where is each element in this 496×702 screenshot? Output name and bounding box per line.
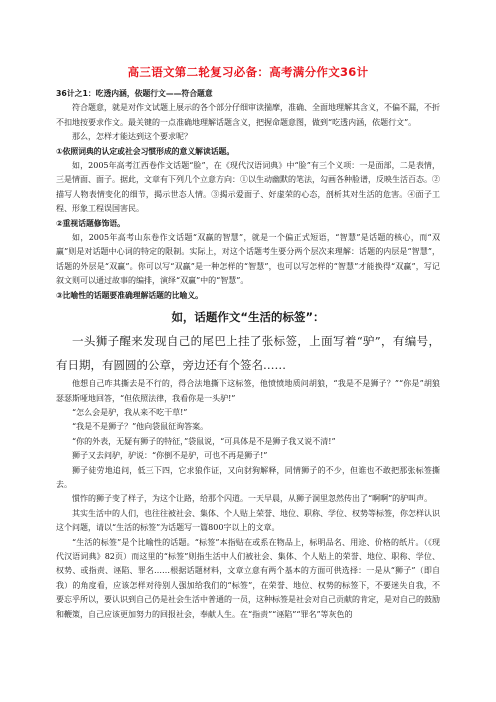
story-paragraph: 狮子又去问驴，驴说：“你倒不是驴，可也不再是狮子!” — [72, 451, 268, 461]
question-paragraph: 那么，怎样才能达到这个要求呢？ — [72, 132, 192, 142]
story-lead: 一头狮子醒来发现自己的尾巴上挂了张标签，上面写着“驴”，有编号，有日期，有圆圆的公章，旁边还有个签名…… — [56, 334, 440, 372]
story-paragraph: 其实生活中的人们，也往往被社会、集体、个人贴上荣誉、地位、职称、学位、权势等标签，你怎样认识这个问题，请以“生活的标签”为话题写一篇800字以上的文章。 — [56, 508, 440, 533]
story-paragraph: “你的外表，无疑有狮子的特征，”袋鼠说，“可具体是不是狮子我又说不清!” — [72, 436, 336, 446]
topic-title: 如，话题作文“生活的标签”： — [171, 310, 325, 325]
method-3-title: ③比喻性的话题要准确理解话题的比喻义。 — [56, 290, 203, 300]
analysis-paragraph: “生活的标签”是个比喻性的话题。“标签”本指贴在或系在物品上，标明品名、用途、价格的纸片。（《现代汉语词典》82页）而这里的“标签”则指生活中人们被社会、集体、个人贴上的荣誉、地位、职称、学位、权势、或指责、诬陷、罪名……根据话题材料，文章立意有两个基本的方面可供选择：一是从“狮子”（即自我）的角度看，应该怎样对待别人强加给我们的“标签”，在荣誉、地位、权势的标签下，不要迷失自我，不要忘乎所以，要认识到自己仍是社会生活中普通的一员，这种标签是社会对自己贡献的肯定，是对自己的鼓励和鞭策，自己应该更加努力的回报社会，奉献人生。在“指责”“诬陷”“罪名”等灰色的 — [56, 537, 440, 619]
story-paragraph: “我是不是狮子？”他向袋鼠征询答案。 — [72, 422, 209, 432]
method-2-title: ②重视话题修饰语。 — [56, 218, 125, 228]
method-1-title: ①依照词典的认定或社会习惯形成的意义解读话题。 — [56, 146, 235, 156]
intro-paragraph: 符合题意，就是对作文试题上展示的各个部分仔细审读揣摩，准确、全面地理解其含义，不偏不漏，不折不扣地按要求作文。最关键的一点准确地理解话题含义，把握命题意图，做到“吃透内涵，依题行文”。 — [56, 103, 440, 127]
story-paragraph: “怎么会是驴，我从来不吃干草!” — [72, 407, 188, 417]
section-heading: 36计之1：吃透内涵，依题行文——符合题意 — [56, 89, 213, 98]
story-paragraph: 惯怍的狮子变了样子，为这个让路，给那个闪道。一天早晨，从狮子洞里忽然传出了“啊啊”的驴叫声。 — [72, 494, 433, 504]
story-paragraph: 他想自己咋其撕去是不行的，得合法地撕下这标签，他愤愤地质问胡狼，“我是不是狮子？”“你是”胡狼瑟瑟斯哑地回答，“但依照法律，我看你是一头驴!” — [56, 379, 440, 403]
document-title: 高三语文第二轮复习必备：高考满分作文36计 — [127, 65, 369, 79]
method-2-body: 如，2005年高考山东卷作文话题“双赢的智慧”，就是一个偏正式短语，“智慧”是话题的核心，而“双赢”则是对话题中心词的特定的限制。实际上，对这个话题考生要分两个层次来理解：话题的内层是“智慧”，话题的外层是“双赢”。你可以写“双赢”是一种怎样的“智慧”，也可以写怎样的“智慧”才能换得“双赢”，写记叙文则可以通过故事的编排，演绎“双赢”中的“智慧”。 — [56, 233, 440, 286]
method-1-body: 如，2005年高考江西卷作文话题“脸”，在《现代汉语词典》中“脸”有三个义项：一是面部，二是表情，三是情面、面子。据此，文章有下列几个立意方向：①以生动幽默的笔法，勾画各种脸谱，反映生活百态。②描写人物表情变化的细节，揭示世态人情。③揭示爱面子、好虚荣的心态，剖析其对生活的危害。④面子工程、形象工程误国害民。 — [56, 161, 440, 214]
story-paragraph: 狮子徒劳地追问，低三下四，它求狼作证，又向豺狗解释，同情狮子的不少，但谁也不敢把那张标签撕去。 — [56, 465, 440, 489]
